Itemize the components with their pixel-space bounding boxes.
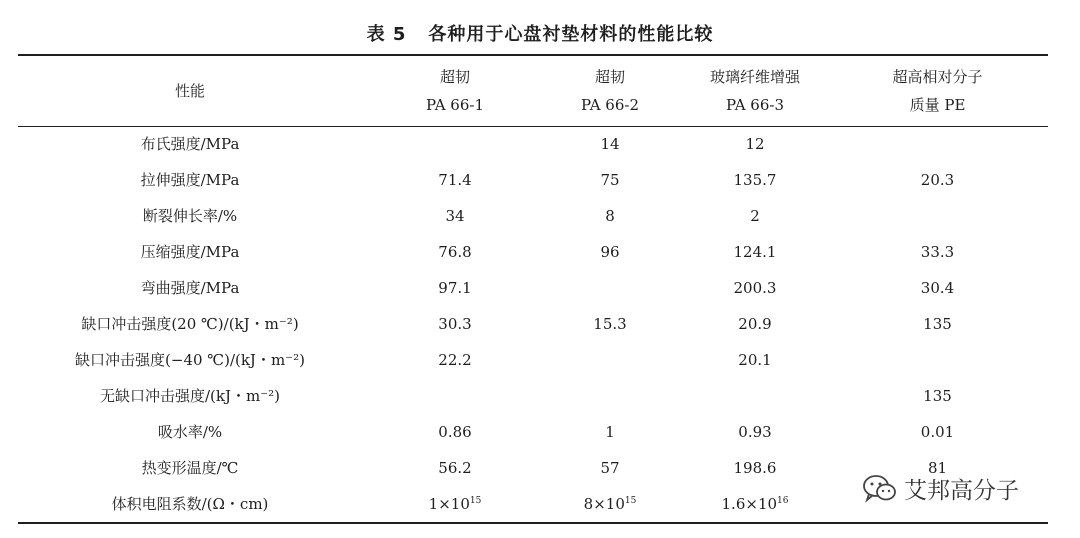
value-base: 1.6×10 — [721, 495, 778, 513]
value-cell — [535, 270, 685, 306]
value-cell: 8 — [605, 207, 615, 225]
value-cell: 135 — [923, 315, 952, 333]
header-pa66-1 — [380, 56, 530, 126]
value-cell: 198.6 — [733, 459, 777, 477]
header-line: 超高相对分子 — [892, 68, 983, 86]
table-row — [0, 414, 1080, 450]
value-cell: 12 — [745, 135, 765, 153]
header-line: 玻璃纤维增强 — [709, 68, 800, 86]
property-cell: 缺口冲击强度(20 ℃)/(kJ・m⁻²) — [81, 315, 299, 333]
property-cell: 压缩强度/MPa — [140, 243, 240, 261]
value-exponent: 15 — [624, 496, 637, 506]
value-cell — [535, 486, 685, 522]
header-property — [65, 56, 315, 126]
property-cell: 吸水率/% — [157, 423, 223, 441]
header-line: PA 66-1 — [425, 96, 484, 114]
value-cell: 81 — [927, 459, 948, 477]
value-cell: 135 — [923, 387, 952, 405]
header-pa66-3 — [680, 56, 830, 126]
value-cell — [855, 126, 1020, 162]
property-cell: 体积电阻系数/(Ω・cm) — [111, 495, 269, 513]
header-line: 质量 PE — [909, 96, 966, 114]
watermark — [862, 472, 1019, 505]
value-cell: 15.3 — [593, 315, 627, 333]
value-cell: 2 — [750, 207, 760, 225]
header-pa66-2 — [535, 56, 685, 126]
watermark-text: 艾邦高分子 — [904, 478, 1019, 504]
value-cell: 96 — [600, 243, 620, 261]
value-cell: 56.2 — [438, 459, 472, 477]
table-number: 表 5 — [366, 24, 407, 45]
table-title — [0, 20, 1080, 46]
table-row — [0, 198, 1080, 234]
value-cell: 34 — [445, 207, 465, 225]
table-row — [0, 342, 1080, 378]
table-row — [0, 234, 1080, 270]
value-cell: 20.1 — [738, 351, 772, 369]
property-cell: 弯曲强度/MPa — [140, 279, 240, 297]
value-exponent: 16 — [777, 496, 789, 506]
bottom-rule — [18, 522, 1048, 524]
value-cell: 71.4 — [438, 171, 472, 189]
value-cell: 97.1 — [438, 279, 472, 297]
value-cell: 33.3 — [920, 243, 955, 261]
property-cell: 断裂伸长率/% — [142, 207, 238, 225]
value-cell: 75 — [600, 171, 620, 189]
wechat-icon — [862, 474, 898, 504]
header-line: 性能 — [174, 82, 205, 100]
value-base: 1×10 — [428, 495, 470, 513]
value-base: 8×10 — [583, 495, 625, 513]
property-cell: 拉伸强度/MPa — [140, 171, 240, 189]
value-cell — [535, 342, 685, 378]
value-cell — [855, 342, 1020, 378]
value-cell — [680, 378, 830, 414]
header-line: 超韧 — [594, 68, 625, 86]
property-cell: 热变形温度/℃ — [141, 459, 239, 477]
property-cell: 布氏强度/MPa — [140, 135, 240, 153]
value-cell — [535, 378, 685, 414]
value-cell: 0.93 — [738, 423, 772, 441]
header-line: PA 66-3 — [725, 96, 784, 114]
value-cell: 57 — [600, 459, 620, 477]
value-cell: 22.2 — [438, 351, 472, 369]
header-uhmw-pe — [855, 56, 1020, 126]
value-cell: 0.01 — [920, 423, 955, 441]
value-cell: 124.1 — [733, 243, 777, 261]
header-line: PA 66-2 — [580, 96, 639, 114]
value-cell: 20.9 — [738, 315, 772, 333]
table-row — [0, 270, 1080, 306]
value-cell: 30.4 — [920, 279, 955, 297]
table-row — [0, 126, 1080, 162]
value-cell — [680, 486, 830, 522]
value-cell: 135.7 — [733, 171, 777, 189]
value-cell: 0.86 — [438, 423, 472, 441]
value-cell — [855, 198, 1020, 234]
value-cell — [380, 126, 530, 162]
value-exponent: 15 — [469, 496, 482, 506]
property-cell: 无缺口冲击强度/(kJ・m⁻²) — [99, 387, 280, 405]
table-row — [0, 162, 1080, 198]
value-cell: 1 — [605, 423, 615, 441]
table-row — [0, 306, 1080, 342]
value-cell: 76.8 — [438, 243, 472, 261]
value-cell: 30.3 — [438, 315, 472, 333]
value-cell: 14 — [600, 135, 620, 153]
value-cell — [380, 378, 530, 414]
value-cell: 20.3 — [920, 171, 955, 189]
value-cell: 200.3 — [733, 279, 777, 297]
table-row — [0, 378, 1080, 414]
header-line: 超韧 — [439, 68, 470, 86]
table-caption: 各种用于心盘衬垫材料的性能比较 — [428, 24, 714, 45]
property-cell: 缺口冲击强度(−40 ℃)/(kJ・m⁻²) — [75, 351, 305, 369]
value-cell — [380, 486, 530, 522]
